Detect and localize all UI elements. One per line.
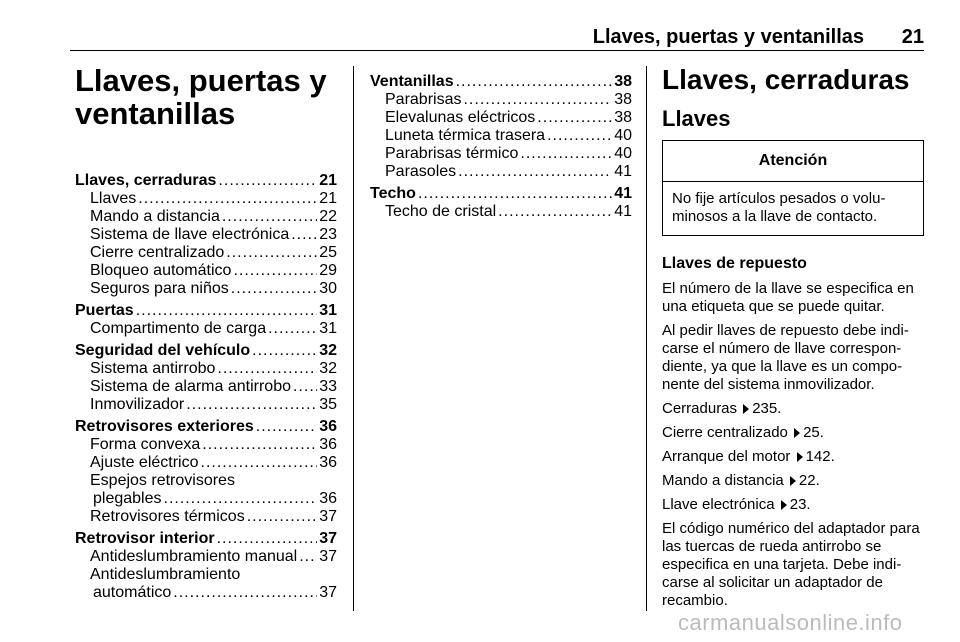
toc-leader-dots: [233, 262, 317, 280]
toc-entry[interactable]: [75, 262, 337, 280]
cross-reference[interactable]: [662, 472, 924, 490]
toc-entry[interactable]: [75, 244, 337, 262]
toc-entry[interactable]: [75, 472, 337, 490]
toc-entry-page: 38: [614, 109, 632, 126]
toc-entry-label: Sistema antirrobo: [90, 360, 216, 377]
attention-callout: [662, 140, 924, 236]
toc-entry-page: 30: [319, 280, 337, 297]
toc-entry[interactable]: [75, 584, 337, 602]
toc-leader-dots: [217, 530, 318, 548]
toc-entry-page: 37: [319, 508, 337, 525]
toc-entry[interactable]: [75, 508, 337, 526]
section-title: Llaves, cerraduras: [662, 64, 910, 95]
toc-entry-label: Retrovisores térmicos: [90, 508, 245, 525]
toc-entry[interactable]: [370, 203, 632, 221]
toc-entry-label: Cierre centralizado: [90, 244, 225, 261]
toc-entry-label: Parabrisas: [385, 91, 462, 108]
toc-entry[interactable]: [75, 280, 337, 298]
callout-title: Atención: [663, 141, 923, 182]
arrow-right-icon: [797, 452, 803, 462]
callout-body: No fije artículos pesados o volu- minosos a la llave de contacto.: [672, 190, 886, 225]
spare-keys-heading: Llaves de repuesto: [662, 255, 807, 272]
toc-entry-label: Seguros para niños: [90, 280, 229, 297]
paragraph-wheel-adapter: El código numérico del adaptador para las tuercas de rueda antirrobo se especifica en una tarjeta. Debe indi- carse al solicitar un adaptador de recambio.: [662, 520, 920, 609]
cross-reference-page: 235.: [752, 400, 782, 417]
watermark: carmanualsonline.info: [678, 610, 903, 635]
toc-leader-dots: [222, 208, 317, 226]
cross-reference[interactable]: [662, 448, 924, 466]
toc-entry-label: Elevalunas eléctricos: [385, 109, 536, 126]
toc-leader-dots: [217, 360, 317, 378]
chapter-title-line2: ventanillas: [75, 96, 236, 131]
cross-reference-label: Cerraduras: [662, 400, 738, 417]
toc-entry[interactable]: [75, 548, 337, 566]
cross-reference-page: 142.: [805, 448, 835, 465]
toc-leader-dots: [268, 320, 317, 338]
cross-reference[interactable]: [662, 496, 924, 514]
toc-entry-label: Retrovisor interior: [75, 530, 215, 547]
toc-leader-dots: [299, 548, 317, 566]
toc-entry-label: Luneta térmica trasera: [385, 127, 546, 144]
toc-leader-dots: [186, 396, 317, 414]
toc-entry-label: Techo de cristal: [385, 203, 497, 220]
toc-entry[interactable]: [75, 396, 337, 414]
toc-entry-label: Bloqueo automático: [90, 262, 232, 279]
toc-entry-label: Parasoles: [385, 163, 457, 180]
toc-entry[interactable]: [75, 418, 337, 436]
toc-entry[interactable]: [75, 454, 337, 472]
toc-leader-dots: [498, 203, 612, 221]
toc-entry-page: 35: [319, 396, 337, 413]
toc-leader-dots: [520, 145, 612, 163]
toc-entry-label: Espejos retrovisores: [90, 472, 235, 489]
toc-leader-dots: [173, 584, 317, 602]
toc-entry-page: 21: [319, 190, 337, 207]
toc-entry[interactable]: [75, 378, 337, 396]
chapter-title: [75, 64, 345, 130]
toc-entry-page: 37: [319, 530, 337, 547]
toc-entry-label: Seguridad del vehículo: [75, 342, 251, 359]
cross-reference-label: Llave electrónica: [662, 496, 775, 513]
toc-entry[interactable]: [370, 145, 632, 163]
page-header: [70, 26, 924, 51]
toc-leader-dots: [293, 378, 317, 396]
cross-reference-label: Arranque del motor: [662, 448, 791, 465]
toc-entry-label: Sistema de llave electrónica: [90, 226, 290, 243]
cross-reference-page: 25.: [803, 424, 824, 441]
toc-entry-label: Ventanillas: [370, 73, 454, 90]
toc-entry[interactable]: [75, 436, 337, 454]
toc-leader-dots: [252, 342, 317, 360]
toc-entry-label: plegables: [93, 490, 162, 507]
toc-entry[interactable]: [370, 73, 632, 91]
toc-entry[interactable]: [75, 360, 337, 378]
toc-entry-label: Llaves: [90, 190, 137, 207]
toc-entry-page: 36: [319, 418, 337, 435]
toc-leader-dots: [547, 127, 612, 145]
toc-leader-dots: [458, 163, 612, 181]
toc-leader-dots: [291, 226, 317, 244]
toc-leader-dots: [231, 280, 317, 298]
toc-entry-page: 41: [614, 203, 632, 220]
toc-entry-label: Puertas: [75, 302, 134, 319]
toc-entry[interactable]: [370, 127, 632, 145]
toc-entry-page: 40: [614, 127, 632, 144]
toc-entry-label: Mando a distancia: [90, 208, 220, 225]
toc-leader-dots: [463, 91, 612, 109]
toc-entry-page: 40: [614, 145, 632, 162]
toc-entry[interactable]: [75, 342, 337, 360]
toc-leader-dots: [218, 172, 317, 190]
subsection-title: Llaves: [662, 106, 731, 131]
cross-references: [662, 400, 924, 514]
toc-entry-page: 31: [319, 320, 337, 337]
toc-leader-dots: [138, 190, 317, 208]
cross-reference-page: 22.: [798, 472, 820, 489]
toc-entry-label: Inmovilizador: [90, 396, 185, 413]
toc-entry-label: automático: [93, 584, 172, 601]
toc-entry-page: 38: [614, 73, 632, 90]
chapter-title-line1: Llaves, puertas y: [75, 63, 327, 98]
toc-entry-label: Ajuste eléctrico: [90, 454, 199, 471]
cross-reference[interactable]: [662, 424, 924, 442]
toc-entry-label: Techo: [370, 185, 416, 202]
cross-reference-page: 23.: [789, 496, 811, 513]
toc-entry[interactable]: [75, 190, 337, 208]
toc-entry-page: 29: [319, 262, 337, 279]
toc-entry[interactable]: [75, 490, 337, 508]
toc-entry-label: Parabrisas térmico: [385, 145, 519, 162]
toc-leader-dots: [136, 302, 318, 320]
arrow-right-icon: [781, 500, 787, 510]
toc-entry-page: 32: [319, 360, 337, 377]
toc-entry-label: Antideslumbramiento manual: [90, 548, 298, 565]
arrow-right-icon: [794, 428, 800, 438]
toc-entry-label: Llaves, cerraduras: [75, 172, 217, 189]
toc-entry-label: Compartimento de carga: [90, 320, 267, 337]
column-divider-right: [646, 66, 647, 611]
cross-reference-label: Cierre centralizado: [662, 424, 788, 441]
toc-entry-page: 25: [319, 244, 337, 261]
toc-leader-dots: [456, 73, 613, 91]
toc-entry[interactable]: [370, 163, 632, 181]
toc-entry-page: 41: [614, 185, 632, 202]
toc-entry-page: 22: [319, 208, 337, 225]
toc-leader-dots: [256, 418, 317, 436]
table-of-contents-left: [75, 172, 337, 602]
toc-entry-page: 21: [319, 172, 337, 189]
toc-entry-page: 36: [319, 490, 337, 507]
arrow-right-icon: [790, 476, 796, 486]
cross-reference-label: Mando a distancia: [662, 472, 784, 489]
toc-entry[interactable]: [75, 320, 337, 338]
toc-leader-dots: [418, 185, 612, 203]
arrow-right-icon: [743, 404, 749, 414]
toc-entry[interactable]: [75, 302, 337, 320]
toc-leader-dots: [164, 490, 318, 508]
column-divider-left: [353, 66, 354, 611]
toc-entry[interactable]: [370, 91, 632, 109]
toc-entry-label: Antideslumbramiento: [90, 566, 241, 583]
toc-entry[interactable]: [370, 109, 632, 127]
paragraph-key-number: El número de la llave se especifica en una etiqueta que se puede quitar.: [662, 280, 914, 315]
toc-entry[interactable]: [75, 530, 337, 548]
toc-leader-dots: [226, 244, 317, 262]
toc-entry-page: 37: [319, 548, 337, 565]
toc-leader-dots: [201, 454, 318, 472]
toc-entry-page: 38: [614, 91, 632, 108]
toc-leader-dots: [247, 508, 318, 526]
toc-entry-page: 33: [319, 378, 337, 395]
toc-entry-page: 36: [319, 454, 337, 471]
table-of-contents-right: [370, 73, 632, 221]
toc-entry[interactable]: [75, 208, 337, 226]
header-title: Llaves, puertas y ventanillas: [592, 26, 864, 48]
toc-entry-page: 31: [319, 302, 337, 319]
toc-entry-page: 37: [319, 584, 337, 601]
toc-entry-page: 36: [319, 436, 337, 453]
toc-entry-label: Forma convexa: [90, 436, 201, 453]
toc-entry-page: 32: [319, 342, 337, 359]
toc-entry[interactable]: [75, 172, 337, 190]
toc-entry-label: Sistema de alarma antirrobo: [90, 378, 291, 395]
content-column: [662, 64, 924, 610]
page-number: 21: [901, 26, 924, 48]
toc-leader-dots: [202, 436, 317, 454]
toc-entry[interactable]: [75, 566, 337, 584]
paragraph-ordering-keys: Al pedir llaves de repuesto debe indi- carse el número de llave correspon- diente, ya que la llave es un compo- nente del sistema inmovilizador.: [662, 322, 909, 393]
toc-entry[interactable]: [75, 226, 337, 244]
toc-entry-page: 41: [614, 163, 632, 180]
toc-entry-page: 23: [319, 226, 337, 243]
toc-entry-label: Retrovisores exteriores: [75, 418, 254, 435]
toc-entry[interactable]: [370, 185, 632, 203]
toc-leader-dots: [537, 109, 612, 127]
cross-reference[interactable]: [662, 400, 924, 418]
